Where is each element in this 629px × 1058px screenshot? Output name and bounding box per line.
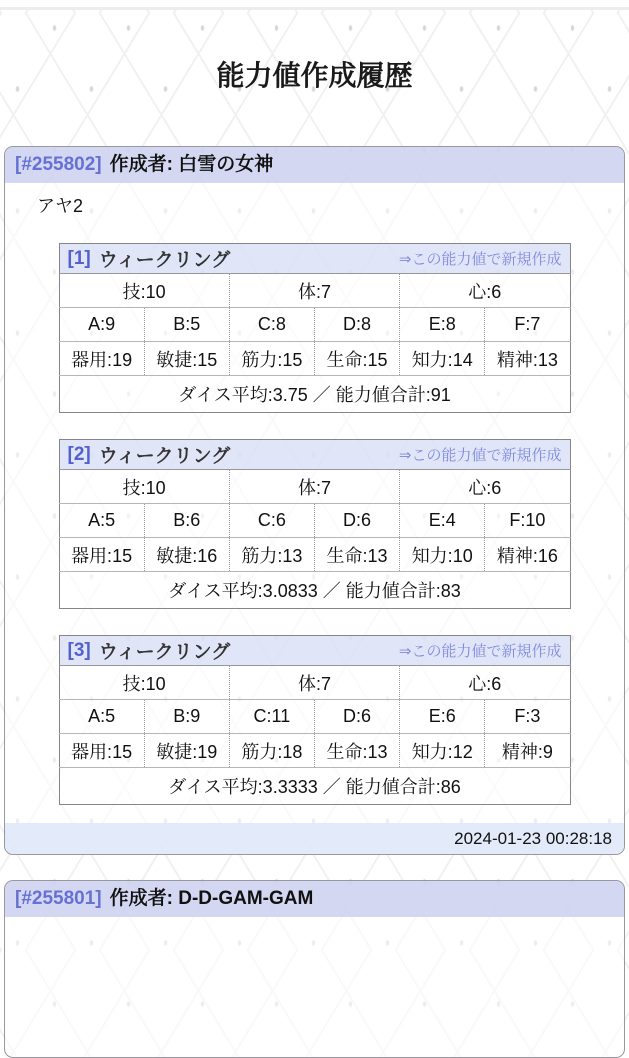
dice-roll-cell: A:9 (59, 308, 144, 342)
create-from-stats-link[interactable]: ⇒この能力値で新規作成 (398, 251, 562, 268)
primary-stat-cell: 心:6 (400, 274, 570, 308)
create-from-stats-link[interactable]: ⇒この能力値で新規作成 (398, 643, 562, 660)
ability-cell: 筋力:15 (229, 342, 314, 376)
dice-roll-cell: E:8 (400, 308, 485, 342)
ability-cell: 生命:15 (314, 342, 399, 376)
ability-cell: 器用:19 (59, 342, 144, 376)
stat-table (59, 439, 571, 609)
dice-roll-cell: A:5 (59, 504, 144, 538)
table-name: ウィークリング (98, 642, 231, 663)
ability-cell: 敏捷:15 (144, 342, 229, 376)
table-name: ウィークリング (98, 250, 231, 271)
dice-roll-cell: C:11 (229, 700, 314, 734)
entry-header (5, 147, 624, 183)
stat-table (59, 243, 571, 413)
dice-roll-cell: B:5 (144, 308, 229, 342)
primary-stat-cell: 心:6 (400, 470, 570, 504)
top-bar (0, 0, 629, 10)
stat-table-header (59, 636, 570, 666)
ability-cell: 敏捷:16 (144, 538, 229, 572)
entry-body (5, 917, 624, 1057)
primary-stat-cell: 技:10 (59, 666, 229, 700)
primary-stat-cell: 技:10 (59, 470, 229, 504)
create-from-stats-link[interactable]: ⇒この能力値で新規作成 (398, 447, 562, 464)
dice-roll-cell: F:7 (485, 308, 570, 342)
dice-roll-cell: E:6 (400, 700, 485, 734)
entry-comment: アヤ2 (37, 196, 84, 216)
dice-roll-cell: A:5 (59, 700, 144, 734)
stat-table (59, 635, 571, 805)
ability-cell: 精神:16 (485, 538, 570, 572)
ability-cell: 筋力:13 (229, 538, 314, 572)
table-name: ウィークリング (98, 446, 231, 467)
dice-roll-cell: E:4 (400, 504, 485, 538)
primary-stat-cell: 体:7 (229, 274, 399, 308)
dice-roll-cell: D:8 (314, 308, 399, 342)
ability-cell: 器用:15 (59, 538, 144, 572)
ability-cell: 精神:13 (485, 342, 570, 376)
dice-roll-cell: B:6 (144, 504, 229, 538)
ability-cell: 敏捷:19 (144, 734, 229, 768)
summary-cell: ダイス平均:3.0833 ／ 能力値合計:83 (59, 572, 570, 609)
summary-cell: ダイス平均:3.3333 ／ 能力値合計:86 (59, 768, 570, 805)
entry-card (4, 146, 625, 855)
summary-cell: ダイス平均:3.75 ／ 能力値合計:91 (59, 376, 570, 413)
entry-id-link[interactable]: [#255801] (15, 888, 102, 909)
entry-creator: 作成者: 白雪の女神 (109, 154, 274, 175)
stat-table-header (59, 440, 570, 470)
primary-stat-cell: 体:7 (229, 666, 399, 700)
ability-cell: 知力:12 (400, 734, 485, 768)
dice-roll-cell: C:8 (229, 308, 314, 342)
dice-roll-cell: F:3 (485, 700, 570, 734)
entry-body (5, 183, 624, 823)
stat-table-header (59, 244, 570, 274)
dice-roll-cell: D:6 (314, 504, 399, 538)
primary-stat-cell: 技:10 (59, 274, 229, 308)
ability-cell: 精神:9 (485, 734, 570, 768)
table-index-label: [1] (67, 247, 91, 269)
entry-header (5, 881, 624, 917)
dice-roll-cell: B:9 (144, 700, 229, 734)
entry-timestamp: 2024-01-23 00:28:18 (454, 829, 612, 848)
dice-roll-cell: D:6 (314, 700, 399, 734)
ability-cell: 生命:13 (314, 734, 399, 768)
ability-cell: 筋力:18 (229, 734, 314, 768)
page-title: 能力値作成履歴 (216, 60, 413, 91)
primary-stat-cell: 心:6 (400, 666, 570, 700)
entry-footer (5, 823, 624, 854)
table-index-label: [3] (67, 639, 91, 661)
dice-roll-cell: F:10 (485, 504, 570, 538)
ability-cell: 器用:15 (59, 734, 144, 768)
dice-roll-cell: C:6 (229, 504, 314, 538)
ability-cell: 知力:14 (400, 342, 485, 376)
ability-cell: 知力:10 (400, 538, 485, 572)
entry-creator: 作成者: D-D-GAM-GAM (109, 888, 314, 909)
entry-card (4, 880, 625, 1058)
primary-stat-cell: 体:7 (229, 470, 399, 504)
entry-id-link[interactable]: [#255802] (15, 154, 102, 175)
ability-cell: 生命:13 (314, 538, 399, 572)
table-index-label: [2] (67, 443, 91, 465)
